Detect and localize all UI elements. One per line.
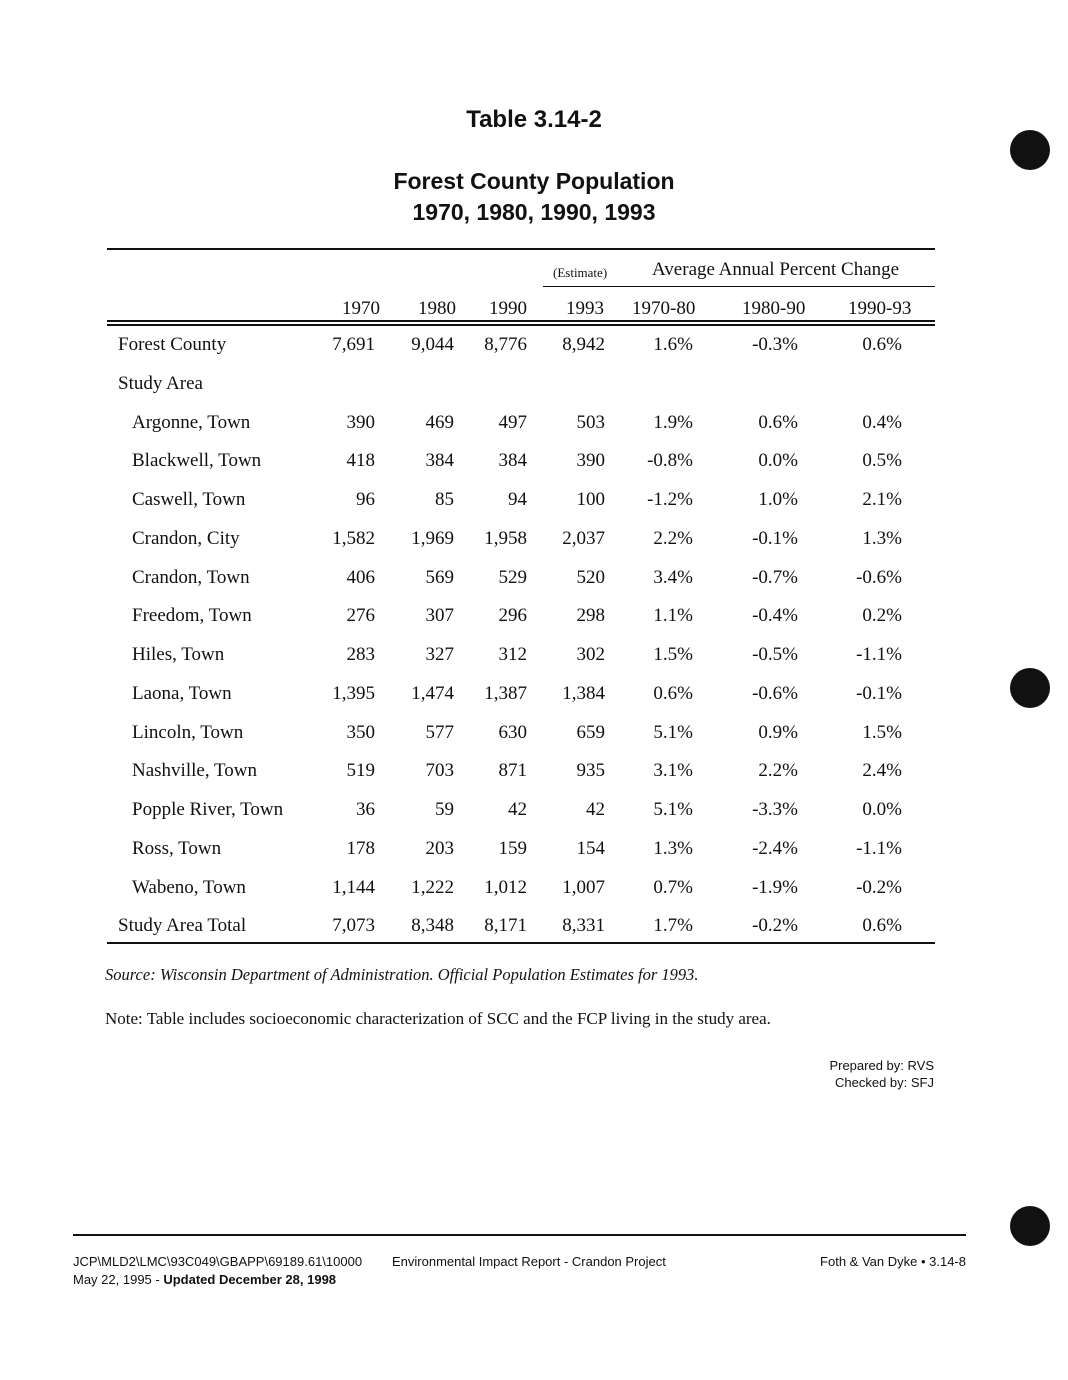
- table-cell: -1.1%: [856, 837, 902, 859]
- table-cell: 0.2%: [862, 605, 902, 627]
- row-label: Wabeno, Town: [132, 876, 246, 898]
- table-cell: 7,073: [332, 915, 375, 937]
- table-cell: 0.9%: [758, 721, 798, 743]
- row-label: Lincoln, Town: [132, 721, 244, 743]
- group-header: Average Annual Percent Change: [652, 259, 900, 280]
- table-cell: 384: [425, 450, 454, 472]
- table-cell: 0.4%: [862, 411, 902, 433]
- row-label: Nashville, Town: [132, 760, 257, 782]
- table-cell: 577: [425, 721, 454, 743]
- table-cell: 327: [425, 644, 454, 665]
- table-cell: 154: [576, 837, 605, 859]
- col-header-1980-90: 1980-90: [742, 298, 806, 319]
- table-cell: 94: [508, 489, 527, 510]
- table-cell: 203: [425, 837, 454, 859]
- footer-left: [73, 1253, 362, 1289]
- table-cell: 469: [425, 411, 454, 433]
- col-header-1980: 1980: [418, 298, 456, 319]
- table-number: Table 3.14-2: [466, 106, 602, 133]
- table-cell: 8,942: [562, 334, 605, 355]
- table-cell: 0.6%: [653, 682, 693, 704]
- table-cell: 503: [576, 411, 605, 433]
- table-cell: 8,171: [484, 915, 527, 937]
- table-cell: -0.2%: [752, 915, 798, 937]
- table-cell: -0.6%: [856, 566, 902, 588]
- table-cell: 42: [508, 799, 527, 820]
- table-cell: 42: [586, 799, 605, 820]
- row-label: Blackwell, Town: [132, 450, 262, 472]
- table-cell: -0.5%: [752, 644, 798, 665]
- col-header-1993: 1993: [566, 298, 604, 319]
- table-cell: 8,331: [562, 915, 605, 937]
- footer-date-updated: Updated December 28, 1998: [163, 1272, 337, 1287]
- binder-hole-top: [1010, 130, 1050, 170]
- table-cell: 178: [346, 837, 375, 859]
- table-cell: -0.6%: [752, 682, 798, 704]
- row-label: Popple River, Town: [132, 799, 284, 820]
- table-cell: 659: [576, 721, 605, 743]
- table-cell: -2.4%: [752, 837, 798, 859]
- table-cell: 1,474: [411, 682, 454, 704]
- table-cell: -0.4%: [752, 605, 798, 627]
- table-cell: 1.1%: [653, 605, 693, 627]
- table-cell: -0.1%: [856, 682, 902, 704]
- table-cell: 0.7%: [653, 876, 693, 898]
- table-bottom-rule: [107, 942, 935, 944]
- row-label: Argonne, Town: [132, 411, 251, 433]
- table-cell: -1.2%: [647, 489, 693, 510]
- table-cell: -1.9%: [752, 876, 798, 898]
- header-double-rule-bottom: [107, 324, 935, 326]
- row-label: Crandon, Town: [132, 566, 250, 588]
- header-double-rule-top: [107, 320, 935, 322]
- table-cell: 8,348: [411, 915, 454, 937]
- footer-rule: [73, 1234, 966, 1236]
- table-cell: 1.3%: [653, 837, 693, 859]
- table-cell: 0.0%: [758, 450, 798, 472]
- table-title: [0, 166, 1068, 228]
- binder-hole-middle: [1010, 668, 1050, 708]
- table-cell: 283: [346, 644, 375, 665]
- table-cell: 350: [346, 721, 375, 743]
- table-cell: 0.6%: [862, 915, 902, 937]
- table-cell: -0.2%: [856, 876, 902, 898]
- table-cell: 59: [435, 799, 454, 820]
- table-cell: 7,691: [332, 334, 375, 355]
- table-cell: 520: [576, 566, 605, 588]
- table-cell: -0.3%: [752, 334, 798, 355]
- table-cell: 1,958: [484, 527, 527, 549]
- table-cell: 0.5%: [862, 450, 902, 472]
- table-cell: 2.2%: [653, 527, 693, 549]
- table-cell: 1.5%: [653, 644, 693, 665]
- table-cell: 5.1%: [653, 721, 693, 743]
- table-cell: 2.1%: [862, 489, 902, 510]
- estimate-label: (Estimate): [553, 265, 608, 280]
- table-title-line1: Forest County Population: [393, 168, 675, 194]
- footer-date: [73, 1271, 362, 1289]
- table-cell: 302: [576, 644, 605, 665]
- table-top-rule: [107, 248, 935, 250]
- table-cell: 1,969: [411, 527, 454, 549]
- table-cell: 703: [425, 760, 454, 782]
- group-underline: [543, 286, 935, 287]
- table-cell: 935: [576, 760, 605, 782]
- table-cell: 276: [346, 605, 375, 627]
- row-label: Crandon, City: [132, 527, 240, 549]
- table-cell: 1.6%: [653, 334, 693, 355]
- table-note: Note: Table includes socioeconomic characterization of SCC and the FCP living in the study area.: [105, 1009, 771, 1028]
- table-title-line2: 1970, 1980, 1990, 1993: [412, 199, 656, 225]
- table-cell: 1.7%: [653, 915, 693, 937]
- table-cell: 519: [346, 760, 375, 782]
- table-cell: 406: [346, 566, 375, 588]
- table-cell: 630: [498, 721, 527, 743]
- table-cell: -1.1%: [856, 644, 902, 665]
- footer-date-original: May 22, 1995 -: [73, 1272, 164, 1287]
- table-cell: 1,387: [484, 682, 527, 704]
- table-cell: 3.4%: [653, 566, 693, 588]
- footer-company-page: Foth & Van Dyke • 3.14-8: [820, 1254, 966, 1269]
- table-cell: 5.1%: [653, 799, 693, 820]
- row-label: Study Area: [118, 372, 203, 394]
- table-cell: -0.8%: [647, 450, 693, 472]
- row-label: Freedom, Town: [132, 605, 252, 627]
- table-cell: 1,222: [411, 876, 454, 898]
- table-cell: 1,007: [562, 876, 605, 898]
- table-cell: 390: [576, 450, 605, 472]
- footer-path: JCP\MLD2\LMC\93C049\GBAPP\69189.61\10000: [73, 1254, 363, 1269]
- table-cell: 2.2%: [758, 760, 798, 782]
- row-label: Caswell, Town: [132, 489, 246, 510]
- table-cell: 36: [356, 799, 375, 820]
- table-cell: 0.6%: [862, 334, 902, 355]
- table-cell: 296: [498, 605, 527, 627]
- table-cell: 85: [435, 489, 454, 510]
- table-cell: 3.1%: [653, 760, 693, 782]
- table-cell: 159: [498, 837, 527, 859]
- table-cell: 871: [498, 760, 527, 782]
- table-cell: 1,582: [332, 527, 375, 549]
- table-cell: 569: [425, 566, 454, 588]
- prepared-checked-block: [829, 1057, 934, 1091]
- table-cell: 100: [576, 489, 605, 510]
- table-cell: 96: [356, 489, 375, 510]
- table-cell: 0.0%: [862, 799, 902, 820]
- table-cell: 390: [346, 411, 375, 433]
- col-header-1970-80: 1970-80: [632, 298, 696, 319]
- col-header-1990-93: 1990-93: [848, 298, 912, 319]
- table-cell: -0.7%: [752, 566, 798, 588]
- table-cell: 2,037: [562, 527, 605, 549]
- table-cell: 1.9%: [653, 411, 693, 433]
- row-label: Forest County: [118, 334, 227, 355]
- row-label: Ross, Town: [132, 837, 222, 859]
- table-cell: 8,776: [484, 334, 527, 355]
- col-header-1970: 1970: [342, 298, 380, 319]
- table-cell: 1,144: [332, 876, 375, 898]
- table-cell: 497: [498, 411, 527, 433]
- table-cell: 1,384: [562, 682, 605, 704]
- table-cell: -0.1%: [752, 527, 798, 549]
- row-label: Hiles, Town: [132, 644, 225, 665]
- source-note: Source: Wisconsin Department of Administration. Official Population Estimates for 1993.: [105, 965, 699, 984]
- table-cell: 307: [425, 605, 454, 627]
- table-cell: 298: [576, 605, 605, 627]
- col-header-1990: 1990: [489, 298, 527, 319]
- table-cell: 2.4%: [862, 760, 902, 782]
- prepared-by: Prepared by: RVS: [829, 1058, 934, 1073]
- table-cell: 0.6%: [758, 411, 798, 433]
- row-label: Study Area Total: [118, 915, 247, 937]
- table-cell: 1.5%: [862, 721, 902, 743]
- table-cell: 1,395: [332, 682, 375, 704]
- table-cell: 9,044: [411, 334, 454, 355]
- row-label: Laona, Town: [132, 682, 232, 704]
- table-cell: 1,012: [484, 876, 527, 898]
- table-cell: 1.3%: [862, 527, 902, 549]
- binder-hole-bottom: [1010, 1206, 1050, 1246]
- table-cell: 529: [498, 566, 527, 588]
- table-cell: 384: [498, 450, 527, 472]
- table-cell: -3.3%: [752, 799, 798, 820]
- checked-by: Checked by: SFJ: [835, 1075, 934, 1090]
- table-cell: 418: [346, 450, 375, 472]
- table-cell: 1.0%: [758, 489, 798, 510]
- footer-report: Environmental Impact Report - Crandon Project: [392, 1254, 666, 1269]
- table-cell: 312: [498, 644, 527, 665]
